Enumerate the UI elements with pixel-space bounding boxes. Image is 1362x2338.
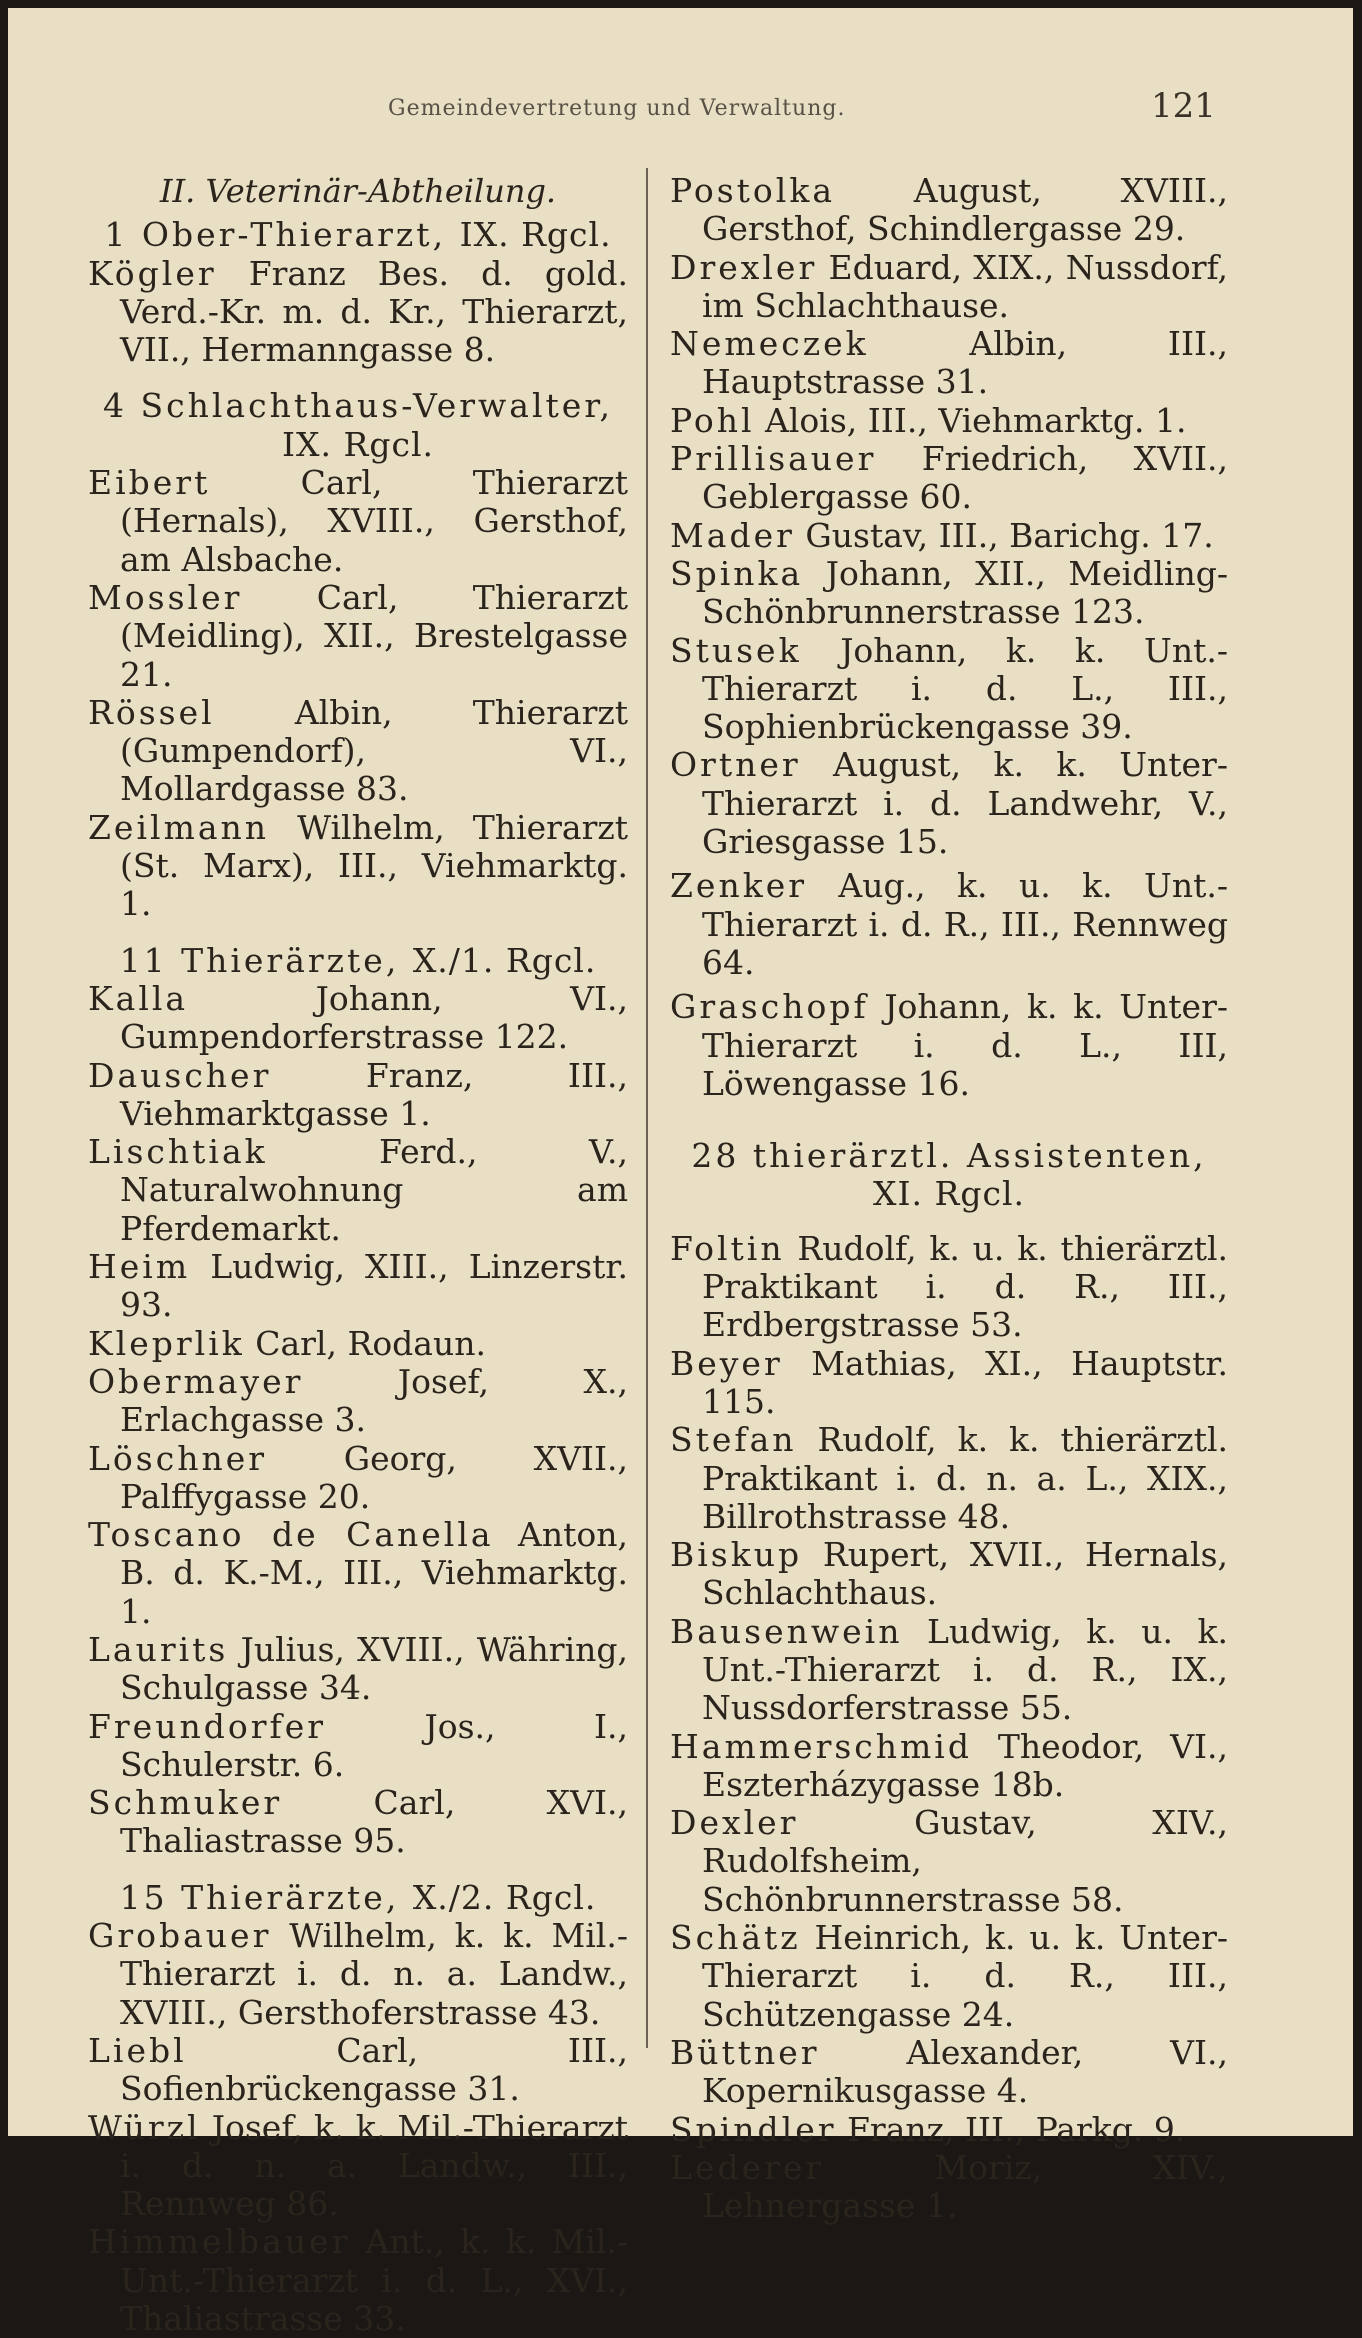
entry-details: Eduard, XIX., Nussdorf, im Schlachthause. xyxy=(702,247,1228,325)
running-title: Gemeindevertretung und Verwaltung. xyxy=(388,96,846,121)
directory-entry xyxy=(670,2111,1228,2149)
entry-details: August, XVIII., Gersthof, Schindlergasse 29. xyxy=(702,171,1228,249)
group-heading-rank: IX. Rgcl. xyxy=(459,215,612,255)
entry-details: Alois, III., Viehmarktg. 1. xyxy=(754,400,1187,440)
entry-name: Dexler xyxy=(670,1803,799,1843)
left-column xyxy=(88,172,628,2338)
directory-entry xyxy=(670,1536,1228,1613)
directory-entry xyxy=(88,980,628,1057)
entry-details: Wilhelm, Thierarzt (St. Marx), III., Viehmarktg. 1. xyxy=(120,807,628,924)
entry-name: Drexler xyxy=(670,247,818,287)
entry-name: Laurits xyxy=(88,1629,229,1669)
entry-details: Theodor, VI., Eszterházygasse 18b. xyxy=(702,1726,1228,1804)
entry-name: Graschopf xyxy=(670,987,869,1027)
entry-name: Lischtiak xyxy=(88,1132,268,1172)
entry-details: Johann, k. k. Unter-Thierarzt i. d. L., III, Löwengasse 16. xyxy=(702,987,1228,1103)
entry-details: Wilhelm, k. k. Mil.-Thierarzt i. d. n. a. Landw., XVIII., Gersthoferstrasse 43. xyxy=(120,1916,628,2032)
entry-details: Johann, VI., Gumpendorferstrasse 122. xyxy=(120,978,628,1057)
entry-name: Eibert xyxy=(88,463,211,503)
entry-name: Kleprlik xyxy=(88,1323,245,1363)
entry-name: Lederer xyxy=(670,2147,825,2187)
entry-details: Franz Bes. d. gold. Verd.-Kr. m. d. Kr., Thierarzt, VII., Hermanngasse 8. xyxy=(120,253,628,370)
group-heading-title: 11 Thierärzte, xyxy=(119,940,413,980)
directory-entry xyxy=(670,1345,1228,1422)
entry-details: Franz, III., Viehmarktgasse 1. xyxy=(120,1055,628,1133)
entry-name: Postolka xyxy=(670,171,836,210)
directory-entry xyxy=(670,2149,1228,2226)
entry-name: Freundorfer xyxy=(88,1706,326,1746)
entry-details: Franz, III., Parkg. 9. xyxy=(836,2109,1186,2149)
group-heading-title: 28 thierärztl. Assistenten, xyxy=(691,1136,1207,1176)
entry-details: August, k. k. Unter-Thierarzt i. d. Landwehr, V., Griesgasse 15. xyxy=(702,745,1228,862)
entry-details: Friedrich, XVII., Geblergasse 60. xyxy=(702,439,1228,517)
group-heading-title: 15 Thierärzte, xyxy=(119,1877,413,1917)
directory-entry xyxy=(670,555,1228,632)
entry-details: Ant., k. k. Mil.-Unt.-Thierarzt i. d. L., XVI., Thaliastrasse 33. xyxy=(120,2222,628,2338)
entry-name: Spinka xyxy=(670,553,804,593)
directory-entry xyxy=(670,1804,1228,1919)
directory-entry xyxy=(88,2109,628,2224)
entry-name: Bausenwein xyxy=(670,1611,903,1651)
entry-details: Albin, Thierarzt (Gumpendorf), VI., Mollardgasse 83. xyxy=(120,692,628,809)
entry-details: Gustav, XIV., Rudolfsheim, Schönbrunnerstrasse 58. xyxy=(702,1803,1228,1919)
group-heading-title: 1 Ober-Thierarzt, xyxy=(104,215,460,255)
directory-entry xyxy=(670,988,1228,1103)
book-page xyxy=(8,8,1353,2338)
entry-name: Büttner xyxy=(670,2032,820,2072)
entry-details: Ludwig, XIII., Linzerstr. 93. xyxy=(120,1247,628,1325)
directory-entry xyxy=(88,255,628,370)
directory-entry xyxy=(670,325,1228,402)
directory-entry xyxy=(88,2223,628,2338)
entry-name: Biskup xyxy=(670,1535,803,1575)
entry-details: Johann, k. k. Unt.-Thierarzt i. d. L., III., Sophienbrückengasse 39. xyxy=(702,630,1228,747)
group-heading xyxy=(88,1879,628,1917)
entry-name: Zeilmann xyxy=(88,807,270,847)
entry-name: Nemeczek xyxy=(670,324,869,364)
entry-details: Alexander, VI., Kopernikusgasse 4. xyxy=(702,2032,1228,2111)
entry-name: Schmuker xyxy=(88,1783,283,1823)
directory-entry xyxy=(88,1133,628,1248)
directory-entry xyxy=(670,2034,1228,2111)
entry-name: Hammerschmid xyxy=(670,1726,972,1766)
directory-entry xyxy=(88,1631,628,1708)
entry-name: Pohl xyxy=(670,400,755,440)
entry-name: Grobauer xyxy=(88,1916,272,1956)
entry-name: Würzl xyxy=(88,2107,201,2147)
entry-details: Carl, III., Sofienbrückengasse 31. xyxy=(120,2030,628,2109)
entry-name: Dauscher xyxy=(88,1055,272,1095)
entry-details: Mathias, XI., Hauptstr. 115. xyxy=(702,1343,1228,1421)
entry-details: Heinrich, k. u. k. Unter-Thierarzt i. d. R., III., Schützengasse 24. xyxy=(702,1918,1228,2034)
entry-name: Obermayer xyxy=(88,1361,304,1401)
directory-entry xyxy=(670,172,1228,249)
entry-name: Foltin xyxy=(670,1228,785,1268)
entry-details: Carl, Thierarzt (Meidling), XII., Brestelgasse 21. xyxy=(120,577,628,694)
group-heading-rank: X./1. Rgcl. xyxy=(412,940,597,980)
directory-entry xyxy=(670,867,1228,982)
group-heading-title: 4 Schlachthaus-Verwalter, xyxy=(103,386,613,426)
entry-name: Spindler xyxy=(670,2109,837,2149)
entry-name: Ortner xyxy=(670,745,801,785)
entry-details: Carl, Thierarzt (Hernals), XVIII., Gersthof, am Alsbache. xyxy=(120,463,628,579)
entry-name: Mossler xyxy=(88,577,243,617)
group-heading-rank: XI. Rgcl. xyxy=(872,1174,1025,1214)
entry-details: Ludwig, k. u. k. Unt.-Thierarzt i. d. R., IX., Nussdorferstrasse 55. xyxy=(702,1611,1228,1728)
entry-name: Zenker xyxy=(670,866,808,906)
directory-entry xyxy=(670,402,1228,440)
directory-entry xyxy=(670,1728,1228,1805)
directory-entry xyxy=(88,1708,628,1785)
directory-entry xyxy=(88,809,628,924)
entry-details: Rudolf, k. u. k. thierärztl. Praktikant i. d. R., III., Erdbergstrasse 53. xyxy=(702,1228,1228,1345)
directory-entry xyxy=(670,632,1228,747)
directory-entry xyxy=(88,1248,628,1325)
column-divider xyxy=(646,168,648,2048)
directory-entry xyxy=(670,440,1228,517)
right-column xyxy=(670,172,1228,2225)
entry-name: Liebl xyxy=(88,2030,187,2070)
entry-details: Carl, XVI., Thaliastrasse 95. xyxy=(120,1783,628,1861)
group-heading xyxy=(88,216,628,254)
entry-name: Stusek xyxy=(670,630,802,670)
entry-details: Johann, XII., Meidling-Schönbrunnerstrasse 123. xyxy=(702,553,1228,632)
group-heading-rank: X./2. Rgcl. xyxy=(412,1877,597,1917)
directory-entry xyxy=(88,694,628,809)
section-title: II. Veterinär-Abtheilung. xyxy=(159,172,557,210)
entry-name: Löschner xyxy=(88,1438,268,1478)
running-head xyxy=(8,86,1353,126)
directory-entry xyxy=(670,1919,1228,2034)
entry-details: Gustav, III., Barichg. 17. xyxy=(794,515,1214,555)
entry-details: Jos., I., Schulerstr. 6. xyxy=(120,1706,628,1784)
directory-entry xyxy=(88,579,628,694)
directory-entry xyxy=(670,517,1228,555)
entry-details: Albin, III., Hauptstrasse 31. xyxy=(702,324,1228,402)
directory-entry xyxy=(88,1784,628,1861)
group-heading xyxy=(88,387,628,464)
entry-details: Ferd., V., Naturalwohnung am Pferdemarkt. xyxy=(120,1132,628,1248)
entry-details: Rupert, XVII., Hernals, Schlachthaus. xyxy=(702,1535,1228,1613)
page-number: 121 xyxy=(1151,86,1216,126)
entry-details: Josef, X., Erlachgasse 3. xyxy=(120,1361,628,1440)
entry-name: Stefan xyxy=(670,1420,797,1460)
directory-entry xyxy=(88,1363,628,1440)
entry-name: Prillisauer xyxy=(670,439,877,479)
entry-details: Aug., k. u. k. Unt.-Thierarzt i. d. R., III., Rennweg 64. xyxy=(702,866,1228,982)
group-heading xyxy=(670,1137,1228,1214)
entry-details: Anton, B. d. K.-M., III., Viehmarktg. 1. xyxy=(120,1515,629,1631)
entry-name: Heim xyxy=(88,1247,191,1287)
entry-name: Toscano de Canella xyxy=(88,1515,494,1555)
entry-details: Rudolf, k. k. thierärztl. Praktikant i. d. n. a. L., XIX., Billrothstrasse 48. xyxy=(702,1420,1228,1536)
directory-entry xyxy=(88,1917,628,2032)
entry-name: Rössel xyxy=(88,692,215,732)
entry-details: Moriz, XIV., Lehnergasse 1. xyxy=(702,2147,1228,2226)
directory-entry xyxy=(88,1516,628,1631)
entry-name: Beyer xyxy=(670,1343,783,1383)
directory-entry xyxy=(88,2032,628,2109)
directory-entry xyxy=(88,1440,628,1517)
directory-entry xyxy=(670,1230,1228,1345)
directory-entry xyxy=(670,249,1228,326)
entry-name: Himmelbauer xyxy=(88,2222,351,2262)
entry-name: Kögler xyxy=(88,253,217,293)
entry-details: Josef, k. k. Mil.-Thierarzt i. d. n. a. Landw., III., Rennweg 86. xyxy=(120,2107,628,2224)
directory-entry xyxy=(88,464,628,579)
directory-entry xyxy=(88,1325,628,1363)
directory-entry xyxy=(670,1421,1228,1536)
group-heading-rank: IX. Rgcl. xyxy=(281,424,434,464)
entry-details: Georg, XVII., Palffygasse 20. xyxy=(120,1438,628,1516)
entry-name: Schätz xyxy=(670,1918,801,1958)
entry-name: Kalla xyxy=(88,978,189,1018)
entry-details: Julius, XVIII., Währing, Schulgasse 34. xyxy=(120,1629,628,1708)
directory-entry xyxy=(670,1613,1228,1728)
entry-details: Carl, Rodaun. xyxy=(244,1323,486,1363)
directory-entry xyxy=(670,746,1228,861)
group-heading xyxy=(88,942,628,980)
entry-name: Mader xyxy=(670,515,795,555)
directory-entry xyxy=(88,1057,628,1134)
